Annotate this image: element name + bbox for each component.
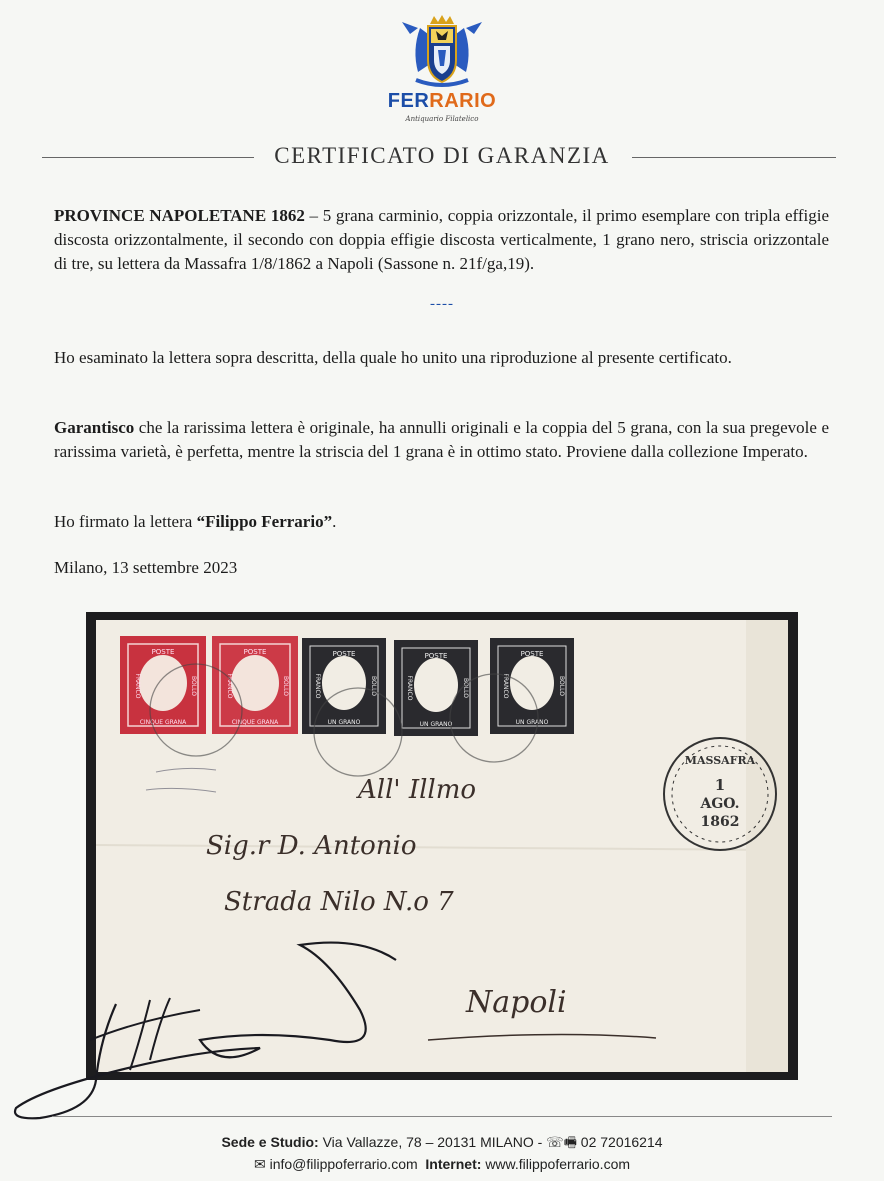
stamp-bottom-label: UN GRANO	[515, 719, 549, 726]
stamp-1-grano-2	[394, 640, 478, 736]
stamp-left-label: FRANCO	[134, 673, 141, 699]
certificate-title: CERTIFICATO DI GARANZIA	[274, 143, 610, 168]
stamp-right-label: BOLLO	[558, 676, 565, 696]
stamp-right-label: BOLLO	[190, 676, 197, 696]
guarantee-paragraph	[54, 416, 829, 464]
stamp-left-label: FRANCO	[226, 673, 233, 699]
description-text: – 5 grana carminio, coppia orizzontale, il primo esemplare con tripla effigie discosta orizzontalmente, il secondo con doppia effigie discosta verticalmente, 1 grano nero, striscia orizzontale di tre, su lettera da Massafra 1/8/1862 a Napoli (Sassone n. 21f/ga,19).	[54, 206, 830, 273]
footer-internet-label: Internet:	[425, 1156, 482, 1172]
postmark-town: MASSAFRA	[684, 754, 756, 767]
email-icon: ✉	[253, 1156, 266, 1172]
coat-of-arms-logo	[400, 14, 484, 90]
postmark-day: 1	[714, 776, 726, 794]
stamp-bottom-label: UN GRANO	[327, 719, 361, 726]
stamp-top-label: POSTE	[424, 652, 448, 660]
examination-paragraph: Ho esaminato la lettera sopra descritta, della quale ho unito una riproduzione al presente certificato.	[54, 348, 732, 367]
stamp-1-grano-3	[490, 638, 574, 734]
letter-paper	[96, 620, 788, 1072]
description-paragraph	[54, 204, 829, 276]
brand-part-2: RARIO	[429, 90, 497, 112]
stamp-right-label: BOLLO	[462, 678, 469, 698]
postmark-year: 1862	[700, 814, 740, 830]
stamp-bottom-label: CINQUE GRANA	[139, 719, 187, 726]
footer-contact-line	[0, 1156, 884, 1173]
signature-name: “Filippo Ferrario”	[196, 512, 333, 531]
footer-email[interactable]: info@filippoferrario.com	[269, 1156, 418, 1172]
footer-rule	[52, 1116, 832, 1117]
stamp-right-label: BOLLO	[370, 676, 377, 696]
stamp-5-grana-2	[212, 636, 298, 734]
footer-address-text: Via Vallazze, 78 – 20131 MILANO - ☏🖷 02 72016214	[318, 1134, 663, 1150]
stamp-top-label: POSTE	[243, 648, 267, 656]
brand-subtitle: Antiquario Filatelico	[405, 115, 479, 123]
place-date: Milano, 13 settembre 2023	[54, 558, 238, 577]
separator: ----	[430, 296, 454, 312]
footer-website[interactable]: www.filippoferrario.com	[485, 1156, 631, 1172]
stamp-top-label: POSTE	[520, 650, 544, 658]
guarantee-text: che la rarissima lettera è originale, ha annulli originali e la coppia del 5 grana, con la sua pregevole e rarissima varietà, è perfetta, mentre la striscia del 1 grana è in ottimo stato. Proviene dalla collezione Imperato.	[54, 418, 829, 461]
brand-part-1: FER	[387, 90, 430, 112]
stamp-1-grano-1	[302, 638, 386, 734]
letter-photo-frame	[86, 612, 798, 1080]
address-line-4: Napoli	[466, 985, 567, 1020]
title-rule-right	[632, 157, 836, 158]
letter-illustration	[96, 620, 788, 1072]
stamp-left-label: FRANCO	[314, 673, 321, 699]
description-bold: PROVINCE NAPOLETANE 1862	[54, 206, 305, 225]
stamp-left-label: FRANCO	[502, 673, 509, 699]
stamp-5-grana-1	[120, 636, 206, 734]
footer-address-label: Sede e Studio:	[221, 1134, 319, 1150]
stamp-top-label: POSTE	[332, 650, 356, 658]
address-line-2: Sig.r D. Antonio	[206, 831, 417, 861]
stamp-left-label: FRANCO	[406, 675, 413, 701]
postmark-month: AGO.	[700, 796, 740, 812]
signature-paragraph	[54, 510, 829, 534]
address-line-3: Strada Nilo N.o 7	[224, 887, 454, 917]
signature-post: .	[332, 512, 337, 531]
guarantee-bold: Garantisco	[54, 418, 135, 437]
brand-name	[0, 90, 884, 113]
stamp-top-label: POSTE	[151, 648, 175, 656]
stamp-bottom-label: CINQUE GRANA	[231, 719, 279, 726]
footer-address-line	[0, 1132, 884, 1156]
signature-pre: Ho firmato la lettera	[54, 512, 197, 531]
stamp-bottom-label: UN GRANO	[419, 721, 453, 728]
stamp-right-label: BOLLO	[282, 676, 289, 696]
address-line-1: All' Illmo	[358, 775, 477, 805]
